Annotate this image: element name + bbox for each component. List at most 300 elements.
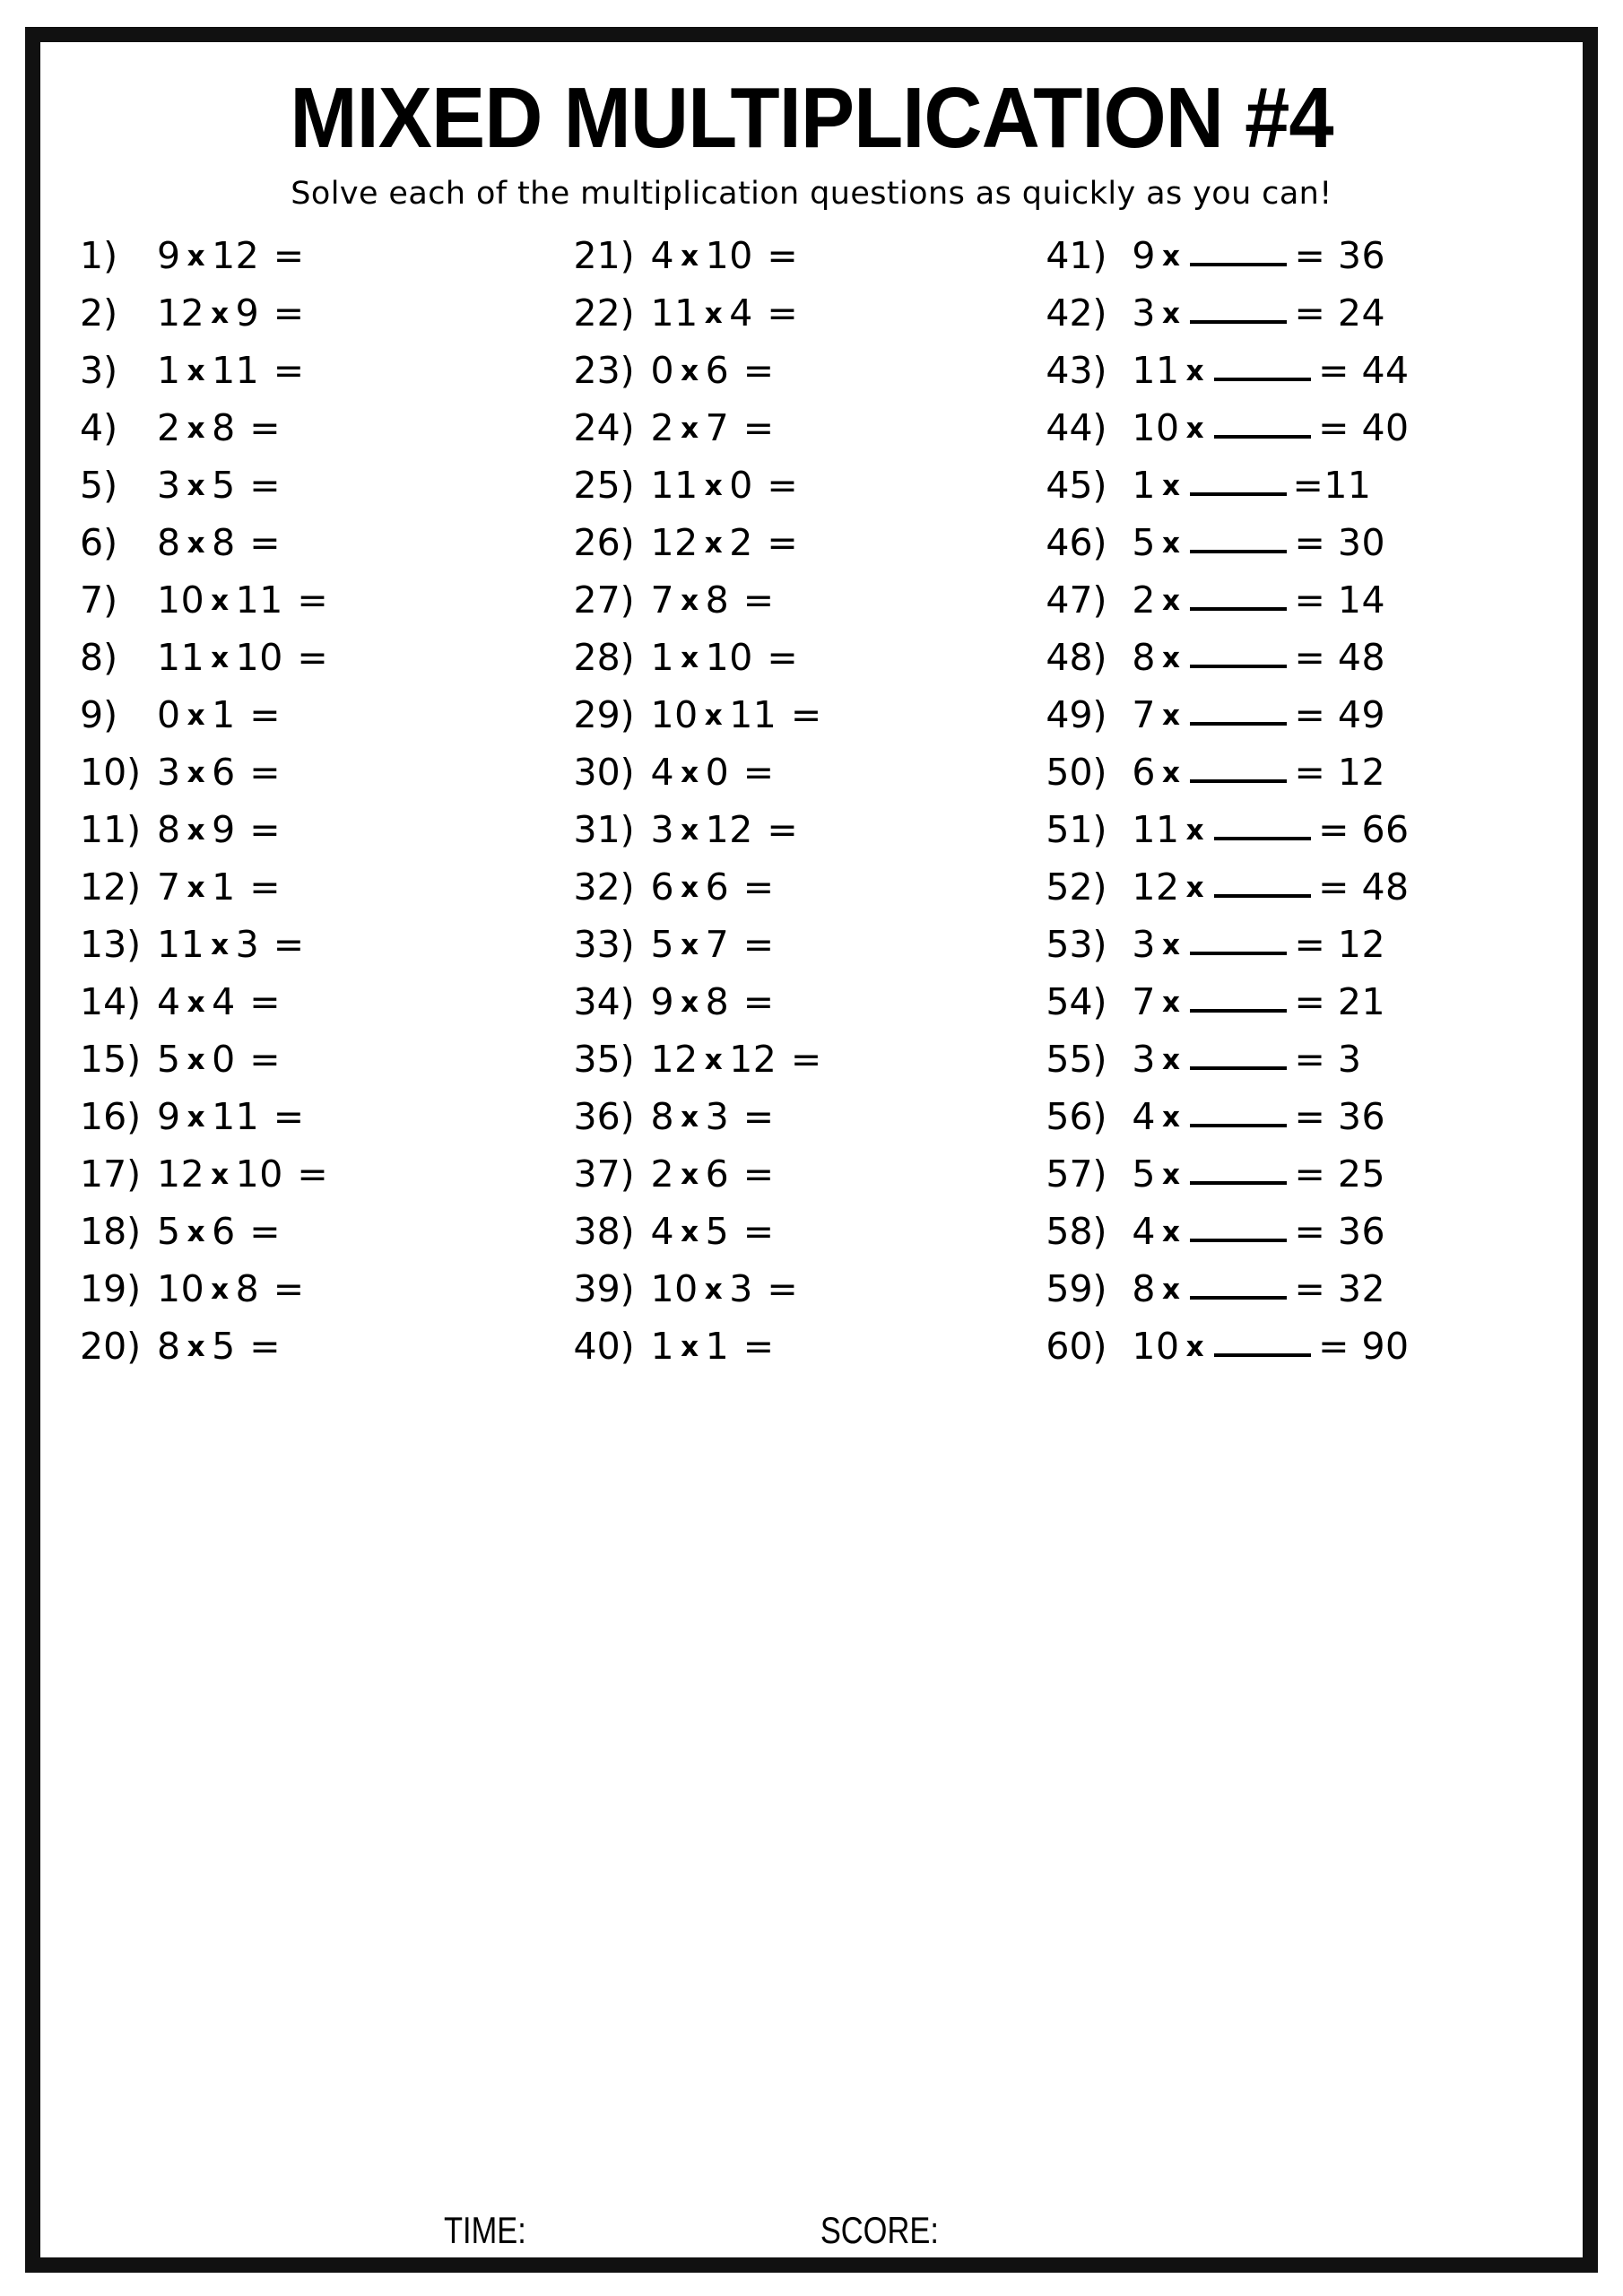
multiply-symbol: x [187,355,206,388]
equals-symbol: = [1294,636,1326,680]
question-number: 14) [80,980,142,1024]
answer-blank[interactable] [1190,1009,1287,1013]
equals-symbol: = [284,1152,329,1196]
answer-blank[interactable] [1214,435,1311,439]
multiply-symbol: x [187,872,206,905]
operand-b: 9 [212,808,236,852]
operand-b: 8 [705,980,730,1024]
question-number: 3) [80,349,118,393]
time-label: TIME: [444,2209,526,2251]
operand-a: 12 [650,521,699,565]
equals-symbol: = [1318,865,1350,909]
product-value: 48 [1349,865,1410,909]
question-expression [651,1088,846,1149]
operand-b: 10 [235,1152,283,1196]
question-number: 1) [80,234,118,278]
answer-blank[interactable] [1190,665,1287,668]
equals-symbol: = [1294,291,1326,335]
equals-symbol: = [1294,1210,1326,1254]
equals-symbol: = [261,1267,305,1311]
question-row [1046,686,1552,744]
question-expression [651,457,871,517]
answer-blank[interactable] [1190,492,1287,496]
equals-symbol: = [1318,808,1350,852]
product-value: 11 [1324,464,1372,508]
operand-a: 10 [1132,406,1180,450]
multiply-symbol: x [187,757,206,790]
question-row [80,629,558,686]
equals-symbol: = [754,1267,799,1311]
multiply-symbol: x [704,298,724,331]
operand-a: 11 [1132,808,1180,852]
product-value: 32 [1325,1267,1386,1311]
question-expression [1132,399,1409,460]
multiply-symbol: x [211,1274,230,1307]
equals-symbol: = [237,808,282,852]
operand-b: 2 [729,521,753,565]
question-row [1046,1031,1552,1088]
question-number: 18) [80,1210,142,1254]
answer-blank[interactable] [1190,550,1287,553]
multiply-symbol: x [1161,527,1181,561]
multiply-symbol: x [187,413,206,446]
operand-b: 1 [705,1325,730,1369]
multiply-symbol: x [1161,470,1181,503]
question-row [574,1318,1028,1375]
question-expression [1132,744,1385,804]
question-number: 49) [1046,693,1107,737]
multiply-symbol: x [1161,987,1181,1020]
operand-a: 8 [157,1325,181,1369]
operand-b: 11 [212,349,260,393]
question-column-3 [1028,227,1552,1375]
operand-a: 4 [1132,1095,1156,1139]
equals-symbol: = [261,349,305,393]
question-expression [157,744,352,804]
answer-blank[interactable] [1190,263,1287,266]
question-row [80,1260,558,1318]
question-row [80,686,558,744]
question-expression [157,629,400,690]
equals-symbol: = [237,406,282,450]
question-expression [1132,973,1385,1034]
operand-a: 3 [1132,291,1156,335]
operand-a: 2 [650,406,675,450]
question-expression [157,916,377,977]
operand-a: 1 [650,1325,675,1369]
question-expression [651,571,846,632]
question-number: 47) [1046,578,1107,622]
operand-a: 4 [650,234,675,278]
question-expression [651,916,846,977]
question-expression [1132,916,1385,977]
multiply-symbol: x [681,413,699,446]
question-row [80,858,558,916]
multiply-symbol: x [1185,814,1205,848]
instructions-text: Solve each of the multiplication questions as quickly as you can! [291,175,1332,212]
question-number: 32) [573,865,635,909]
operand-a: 9 [1132,234,1156,278]
equals-symbol: = [754,291,799,335]
multiply-symbol: x [704,1044,724,1077]
operand-b: 11 [235,578,283,622]
question-column-1 [71,227,558,1375]
question-number: 9) [80,693,118,737]
product-value: 12 [1325,923,1386,967]
question-number: 35) [573,1038,635,1082]
question-row [574,1145,1028,1203]
equals-symbol: = [754,808,799,852]
operand-a: 9 [650,980,675,1024]
operand-a: 9 [157,1095,181,1139]
question-row [1046,399,1552,457]
question-expression [157,858,352,919]
question-row [574,284,1028,342]
operand-b: 6 [705,349,730,393]
question-number: 6) [80,521,118,565]
equals-symbol: = [731,751,775,795]
question-expression [651,629,871,690]
question-number: 8) [80,636,118,680]
operand-a: 5 [650,923,675,967]
operand-a: 2 [157,406,181,450]
multiply-symbol: x [1161,929,1181,962]
operand-b: 7 [705,406,730,450]
question-row [80,284,558,342]
answer-blank[interactable] [1190,779,1287,783]
question-row [574,916,1028,973]
equals-symbol: = [1294,1095,1326,1139]
operand-b: 8 [212,521,236,565]
question-number: 19) [80,1267,142,1311]
answer-blank[interactable] [1214,1353,1311,1357]
operand-b: 11 [729,693,777,737]
question-expression [651,744,846,804]
operand-b: 10 [235,636,283,680]
multiply-symbol: x [681,1101,699,1135]
operand-a: 8 [157,808,181,852]
multiply-symbol: x [681,1216,699,1249]
question-row [80,916,558,973]
equals-symbol: = [1294,1267,1326,1311]
multiply-symbol: x [187,987,206,1020]
product-value: 40 [1349,406,1410,450]
operand-a: 0 [157,693,181,737]
question-number: 53) [1046,923,1107,967]
question-number: 33) [573,923,635,967]
question-expression [1132,1260,1385,1321]
question-expression [1132,1318,1409,1378]
equals-symbol: = [731,1210,775,1254]
question-number: 41) [1046,234,1107,278]
operand-a: 4 [650,751,675,795]
operand-a: 4 [1132,1210,1156,1254]
operand-a: 10 [157,578,205,622]
product-value: 24 [1325,291,1386,335]
question-number: 50) [1046,751,1107,795]
question-expression [651,1145,846,1206]
product-value: 36 [1325,1095,1386,1139]
equals-symbol: = [731,578,775,622]
question-expression [157,1203,352,1264]
equals-symbol: = [731,406,775,450]
multiply-symbol: x [187,527,206,561]
operand-a: 8 [650,1095,675,1139]
operand-b: 3 [705,1095,730,1139]
operand-a: 11 [1132,349,1180,393]
equals-symbol: = [731,923,775,967]
operand-a: 1 [1132,464,1156,508]
operand-a: 5 [157,1210,181,1254]
multiply-symbol: x [1185,872,1205,905]
product-value: 90 [1349,1325,1410,1369]
question-row [574,1088,1028,1145]
question-expression [651,514,871,575]
multiply-symbol: x [704,470,724,503]
operand-b: 1 [212,693,236,737]
question-number: 39) [573,1267,635,1311]
answer-blank[interactable] [1190,320,1287,324]
operand-b: 3 [729,1267,753,1311]
multiply-symbol: x [1161,1216,1181,1249]
question-expression [157,399,352,460]
multiply-symbol: x [211,585,230,618]
question-number: 25) [573,464,635,508]
question-expression [651,686,894,747]
question-row [1046,571,1552,629]
equals-symbol: = [237,1325,282,1369]
operand-b: 0 [212,1038,236,1082]
operand-a: 10 [650,1267,699,1311]
answer-blank[interactable] [1190,1066,1287,1070]
operand-a: 7 [1132,693,1156,737]
multiply-symbol: x [681,929,699,962]
multiply-symbol: x [187,1331,206,1364]
question-number: 7) [80,578,118,622]
equals-symbol: = [1294,1152,1326,1196]
equals-symbol: = [1294,578,1326,622]
operand-a: 4 [157,980,181,1024]
question-number: 12) [80,865,142,909]
operand-a: 5 [157,1038,181,1082]
equals-symbol: = [237,865,282,909]
equals-symbol: = [237,1210,282,1254]
question-row [574,227,1028,284]
question-row [1046,1088,1552,1145]
question-expression [157,973,352,1034]
answer-blank[interactable] [1190,1124,1287,1127]
question-expression [157,457,352,517]
operand-b: 11 [212,1095,260,1139]
answer-blank[interactable] [1190,1239,1287,1242]
question-expression [1132,801,1409,862]
multiply-symbol: x [1161,298,1181,331]
question-row [80,1318,558,1375]
multiply-symbol: x [1185,413,1205,446]
operand-a: 10 [1132,1325,1180,1369]
operand-b: 5 [212,464,236,508]
equals-symbol: = [1294,751,1326,795]
question-number: 5) [80,464,118,508]
equals-symbol: = [1294,923,1326,967]
question-expression [157,571,400,632]
question-row [574,973,1028,1031]
question-expression [651,973,846,1034]
answer-blank[interactable] [1190,1181,1287,1185]
answer-blank[interactable] [1190,607,1287,611]
multiply-symbol: x [681,1331,699,1364]
question-expression [157,1031,352,1091]
operand-a: 8 [1132,1267,1156,1311]
question-number: 57) [1046,1152,1107,1196]
product-value: 21 [1325,980,1386,1024]
equals-symbol: = [754,636,799,680]
multiply-symbol: x [1161,1101,1181,1135]
equals-symbol: = [754,234,799,278]
question-expression [157,227,377,288]
question-row [1046,916,1552,973]
multiply-symbol: x [681,585,699,618]
equals-symbol: = [1318,406,1350,450]
product-value: 48 [1325,636,1386,680]
question-row [574,629,1028,686]
answer-blank[interactable] [1214,378,1311,381]
question-row [1046,1203,1552,1260]
answer-blank[interactable] [1214,894,1311,898]
operand-a: 2 [650,1152,675,1196]
question-row [574,1203,1028,1260]
question-number: 22) [573,291,635,335]
question-number: 13) [80,923,142,967]
equals-symbol: = [237,464,282,508]
question-row [1046,858,1552,916]
operand-b: 8 [235,1267,260,1311]
questions-grid [71,227,1552,1375]
operand-a: 1 [650,636,675,680]
operand-a: 3 [157,751,181,795]
question-number: 11) [80,808,142,852]
question-row [1046,284,1552,342]
question-number: 4) [80,406,118,450]
operand-a: 5 [1132,1152,1156,1196]
multiply-symbol: x [211,1159,230,1192]
operand-a: 8 [1132,636,1156,680]
question-row [574,1031,1028,1088]
operand-a: 6 [650,865,675,909]
question-number: 51) [1046,808,1107,852]
product-value: 66 [1349,808,1410,852]
question-expression [157,284,377,345]
question-expression [1132,514,1385,575]
question-row [574,571,1028,629]
question-expression [651,1031,894,1091]
question-expression [157,1145,400,1206]
question-row [1046,801,1552,858]
question-row [1046,629,1552,686]
operand-b: 8 [212,406,236,450]
equals-symbol: = [237,751,282,795]
equals-symbol: = [1294,521,1326,565]
answer-blank[interactable] [1190,1296,1287,1300]
equals-symbol: = [1318,1325,1350,1369]
question-number: 45) [1046,464,1107,508]
answer-blank[interactable] [1214,837,1311,840]
equals-symbol: = [754,464,799,508]
multiply-symbol: x [1161,585,1181,618]
question-row [80,801,558,858]
question-row [574,514,1028,571]
operand-a: 5 [1132,521,1156,565]
equals-symbol: = [237,693,282,737]
question-number: 30) [573,751,635,795]
multiply-symbol: x [704,700,724,733]
answer-blank[interactable] [1190,722,1287,726]
question-row [80,457,558,514]
question-row [80,1203,558,1260]
question-expression [651,227,871,288]
operand-b: 6 [212,1210,236,1254]
question-expression [157,1318,352,1378]
question-expression [1132,629,1385,690]
question-row [1046,514,1552,571]
multiply-symbol: x [681,1159,699,1192]
question-expression [651,399,846,460]
product-value: 30 [1325,521,1386,565]
multiply-symbol: x [1161,642,1181,675]
equals-symbol: = [731,865,775,909]
operand-a: 11 [650,464,699,508]
equals-symbol: = [261,291,305,335]
question-number: 31) [573,808,635,852]
question-expression [1132,1203,1385,1264]
operand-a: 0 [650,349,675,393]
question-expression [651,858,846,919]
question-number: 40) [573,1325,635,1369]
operand-a: 11 [157,636,205,680]
question-expression [1132,686,1385,747]
question-expression [651,1203,846,1264]
multiply-symbol: x [681,642,699,675]
question-row [80,227,558,284]
question-row [574,801,1028,858]
operand-a: 12 [157,291,205,335]
equals-symbol: = [237,980,282,1024]
multiply-symbol: x [681,355,699,388]
question-number: 10) [80,751,142,795]
question-number: 60) [1046,1325,1107,1369]
operand-b: 10 [705,636,753,680]
operand-a: 6 [1132,751,1156,795]
operand-b: 0 [729,464,753,508]
multiply-symbol: x [681,872,699,905]
multiply-symbol: x [211,298,230,331]
equals-symbol: = [731,980,775,1024]
question-number: 34) [573,980,635,1024]
question-number: 54) [1046,980,1107,1024]
operand-a: 4 [650,1210,675,1254]
answer-blank[interactable] [1190,952,1287,955]
multiply-symbol: x [187,1044,206,1077]
question-expression [1132,858,1409,919]
question-row [574,342,1028,399]
operand-b: 4 [729,291,753,335]
question-row [80,342,558,399]
operand-a: 3 [157,464,181,508]
question-number: 38) [573,1210,635,1254]
question-expression [1132,457,1371,517]
operand-a: 7 [650,578,675,622]
question-expression [157,514,352,575]
